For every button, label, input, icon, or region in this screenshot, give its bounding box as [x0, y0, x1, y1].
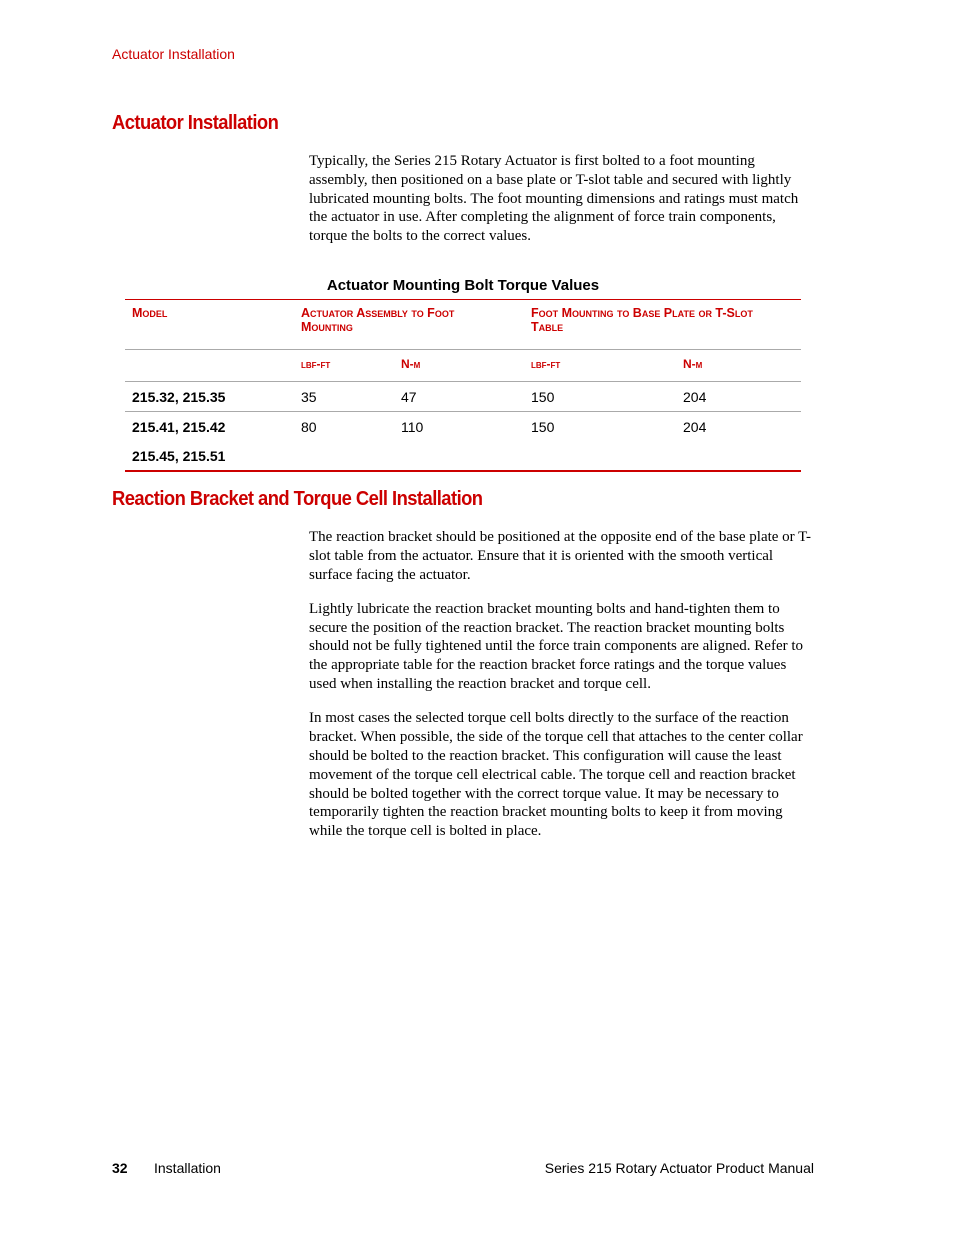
value-cell: [531, 441, 683, 470]
header-actuator-to-foot: Actuator Assembly to Foot Mounting: [293, 300, 531, 350]
unit-cell: N-m: [401, 350, 531, 382]
table-row: [125, 382, 801, 412]
value-cell: 150: [531, 382, 683, 412]
value-cell: 47: [401, 382, 531, 412]
paragraph: In most cases the selected torque cell bolts directly to the surface of the reaction bracket. When possible, the side of the torque cell that attaches to the center collar should be bolted to the reaction bracket. This configuration will cause the least movement of the torque cell electrical cable. The torque cell and reaction bracket should be bolted together with the correct torque value. It may be necessary to temporarily tighten the reaction bracket mounting bolts to keep it from moving while the torque cell is bolted in place.: [309, 710, 803, 840]
header-foot-to-base: Foot Mounting to Base Plate or T-Slot Table: [531, 300, 801, 350]
paragraph: Typically, the Series 215 Rotary Actuator is first bolted to a foot mounting assembly, then positioned on a base plate or T-slot table and secured with lightly lubricated mounting bolts. The foot mounting dimensions and ratings must match the actuator in use. After completing the alignment of force train components, torque the bolts to the correct values.: [309, 153, 799, 245]
value-cell: 150: [531, 419, 555, 435]
section2-body: [309, 528, 814, 856]
paragraph: Lightly lubricate the reaction bracket mounting bolts and hand-tighten them to secure the position of the reaction bracket. The reaction bracket mounting bolts should not be fully tightened until the force train components are aligned. Refer to the appropriate table for the reaction bracket force ratings and the torque values used when installing the reaction bracket and torque cell.: [309, 600, 804, 693]
torque-table: [125, 299, 801, 472]
section-heading-reaction-bracket: Reaction Bracket and Torque Cell Installation: [112, 488, 483, 510]
running-head: Actuator Installation: [112, 46, 235, 62]
model-cell: 215.45, 215.51: [132, 448, 226, 464]
value-cell: 204: [683, 382, 801, 412]
value-cell: 110: [401, 419, 424, 435]
table-header-row: [125, 300, 801, 350]
model-cell: 215.41, 215.42: [132, 419, 226, 435]
table-units-row: [125, 350, 801, 382]
page-number: 32: [112, 1160, 128, 1176]
value-cell: 35: [293, 382, 401, 412]
table-row: [125, 412, 801, 442]
value-cell: 80: [301, 419, 317, 435]
value-cell: [401, 441, 531, 470]
value-cell: [293, 441, 401, 470]
paragraph: The reaction bracket should be positioned at the opposite end of the base plate or T-slot table from the actuator. Ensure that it is oriented with the smooth vertical surface facing the actuator.: [309, 529, 811, 583]
value-cell: 204: [683, 419, 707, 435]
footer-manual-title: Series 215 Rotary Actuator Product Manual: [544, 1160, 814, 1176]
unit-cell: N-m: [683, 350, 801, 382]
header-model: Model: [125, 300, 293, 350]
unit-cell: lbf-ft: [293, 350, 401, 382]
model-cell: 215.32, 215.35: [125, 382, 293, 412]
value-cell: [683, 441, 801, 470]
footer-chapter: Installation: [154, 1160, 221, 1176]
table-title: Actuator Mounting Bolt Torque Values: [326, 277, 600, 294]
section-heading-actuator-installation: Actuator Installation: [112, 112, 279, 134]
unit-cell: lbf-ft: [531, 350, 683, 382]
section1-body: [309, 152, 814, 261]
table-row: [125, 441, 801, 470]
